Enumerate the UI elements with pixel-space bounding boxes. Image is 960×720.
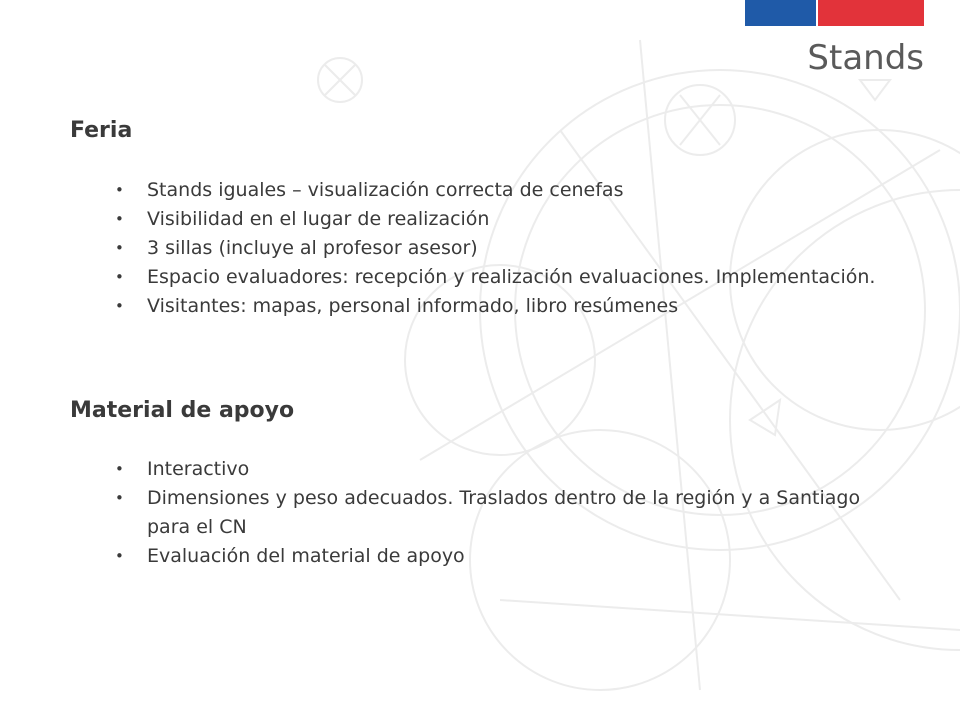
list-item: • Dimensiones y peso adecuados. Traslados dentro de la región y a Santiago para el CN [113, 484, 903, 542]
list-item: • Evaluación del material de apoyo [113, 542, 903, 571]
flag-stripe-red [818, 0, 924, 26]
list-item: • Espacio evaluadores: recepción y realización evaluaciones. Implementación. [113, 263, 903, 292]
list-item: • 3 sillas (incluye al profesor asesor) [113, 234, 903, 263]
slide-title: Stands [807, 38, 924, 78]
list-item: • Visibilidad en el lugar de realización [113, 205, 903, 234]
list-item: • Visitantes: mapas, personal informado, libro resúmenes [113, 292, 903, 321]
list-item: • Interactivo [113, 455, 903, 484]
list-item: • Stands iguales – visualización correcta de cenefas [113, 176, 903, 205]
section-heading-feria: Feria [70, 118, 133, 143]
section-heading-material-de-apoyo: Material de apoyo [70, 398, 295, 423]
material-bullet-list [113, 455, 903, 571]
feria-bullet-list [113, 176, 903, 321]
flag-stripe-blue [745, 0, 816, 26]
